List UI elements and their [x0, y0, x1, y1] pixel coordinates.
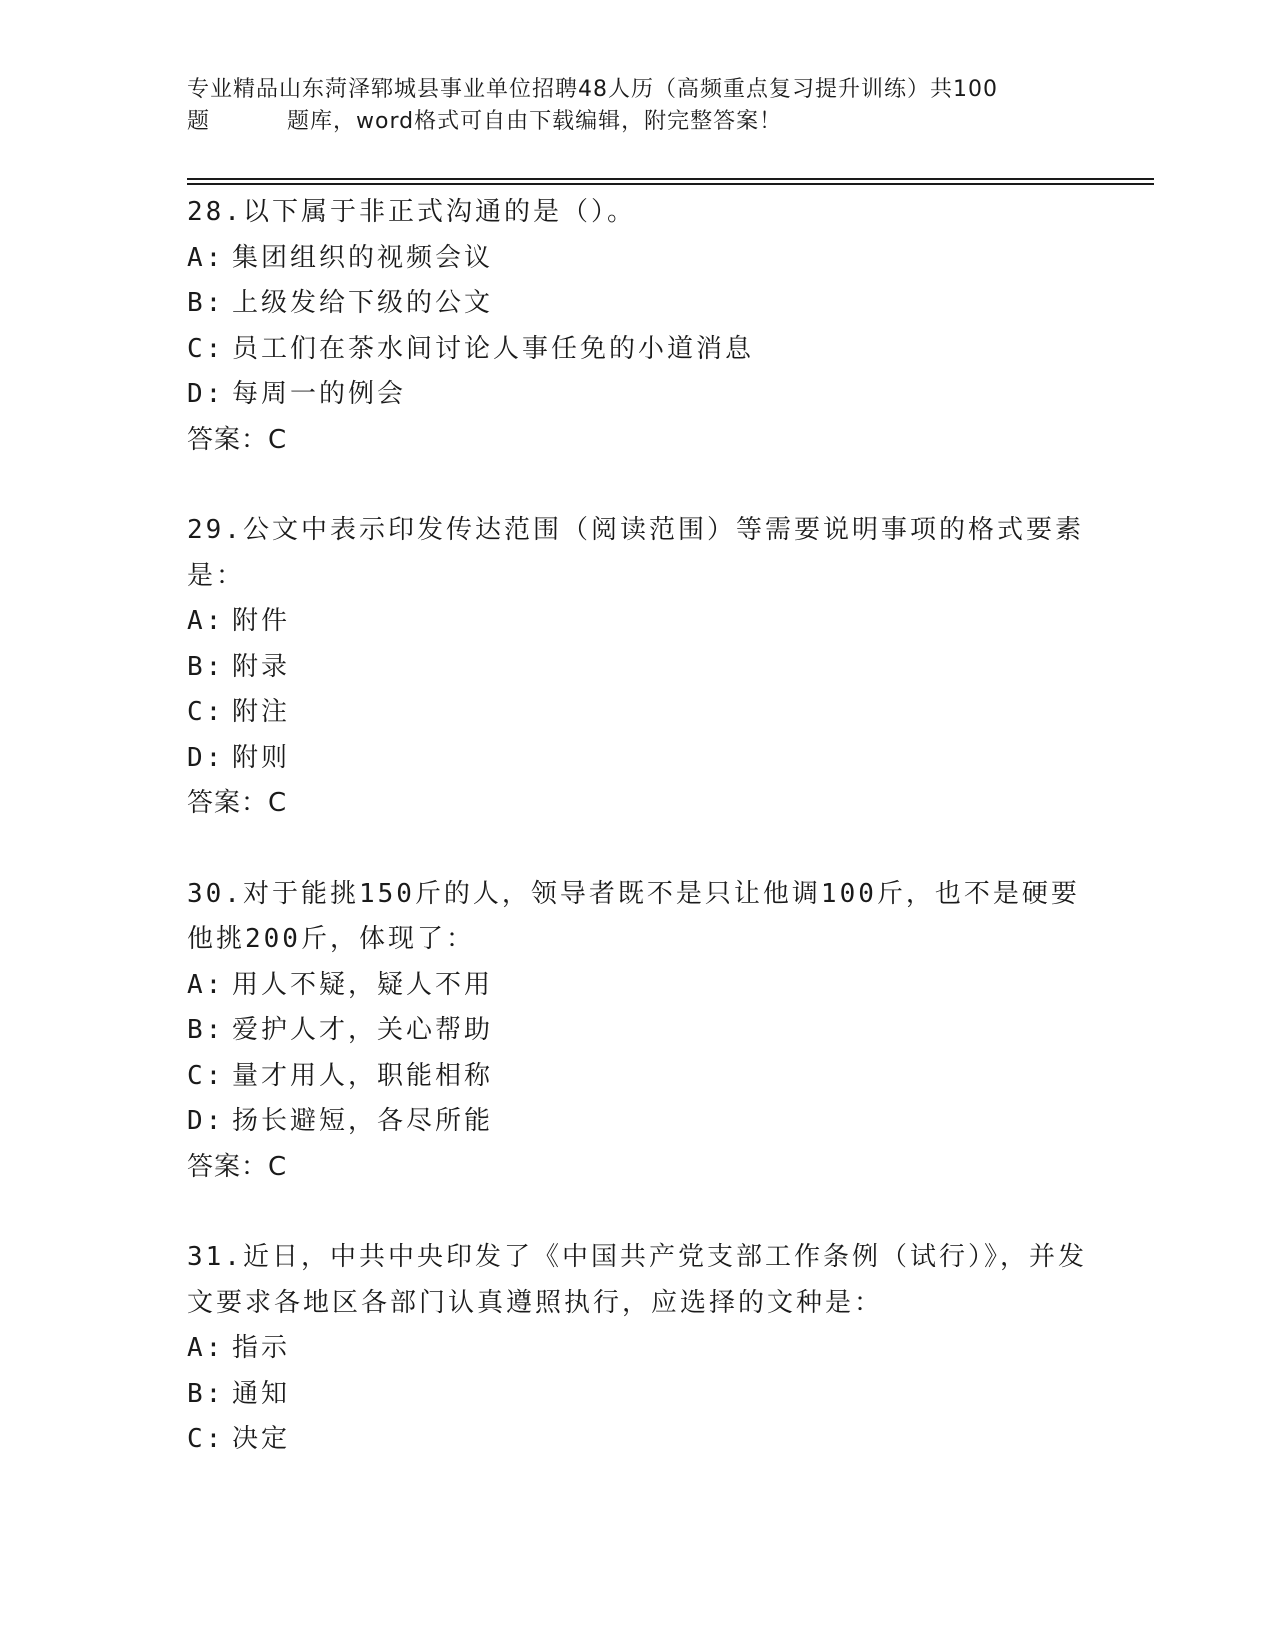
option-d [187, 372, 1087, 418]
option-letter: C: [187, 697, 225, 727]
option-d [187, 1099, 1087, 1145]
option-letter: C: [187, 333, 225, 364]
question-29 [187, 508, 1087, 827]
option-a [187, 963, 1087, 1009]
header-divider-top [187, 178, 1154, 180]
question-text [187, 508, 1087, 599]
header-line-2 [187, 106, 1087, 138]
option-letter: B: [187, 1015, 225, 1045]
question-stem-full [187, 872, 1087, 963]
option-b [187, 1372, 1087, 1418]
option-letter: A: [187, 606, 225, 636]
question-stem-full [187, 508, 1087, 599]
question-stem: 以下属于非正式沟通的是（）。 [242, 197, 636, 227]
header-line-2-prefix: 题 [187, 109, 211, 134]
question-text [187, 1235, 1087, 1326]
option-text: 上级发给下级的公文 [232, 288, 494, 318]
option-letter: D: [187, 742, 225, 773]
option-text: 每周一的例会 [232, 379, 407, 409]
option-text: 量才用人，职能相称 [232, 1060, 494, 1091]
option-b [187, 281, 1087, 327]
option-a [187, 599, 1087, 645]
question-stem: 对于能挑150斤的人，领导者既不是只让他调100斤，也不是硬要他挑200斤，体现了： [187, 878, 1080, 954]
option-c [187, 690, 1087, 736]
question-list [187, 190, 1087, 1508]
question-31 [187, 1235, 1087, 1463]
option-text: 集团组织的视频会议 [232, 242, 494, 273]
option-letter: A: [187, 242, 225, 273]
option-c [187, 1417, 1087, 1463]
option-letter: B: [187, 651, 225, 682]
option-d [187, 736, 1087, 782]
option-text: 通知 [232, 1378, 291, 1409]
option-text: 决定 [232, 1424, 291, 1454]
question-stem-full [187, 1235, 1087, 1326]
option-letter: A: [187, 969, 225, 1000]
question-28 [187, 190, 1087, 463]
answer-line: 答案：C [187, 1151, 288, 1182]
question-stem: 近日，中共中央印发了《中国共产党支部工作条例（试行）》，并发文要求各地区各部门认真遵照执行，应选择的文种是： [187, 1242, 1087, 1318]
option-letter: A: [187, 1333, 225, 1363]
question-number: 29. [187, 515, 243, 545]
option-text: 用人不疑，疑人不用 [232, 969, 494, 1000]
option-text: 附件 [232, 606, 291, 636]
option-text: 指示 [232, 1333, 291, 1363]
option-letter: C: [187, 1424, 225, 1454]
option-text: 爱护人才，关心帮助 [232, 1015, 494, 1045]
question-number: 31. [187, 1242, 243, 1272]
option-b [187, 1008, 1087, 1054]
question-text [187, 190, 1087, 236]
option-letter: C: [187, 1060, 225, 1091]
option-text: 附注 [232, 697, 291, 727]
option-letter: B: [187, 1378, 225, 1409]
answer-line: 答案：C [187, 424, 288, 455]
header-divider-bottom [187, 183, 1154, 185]
option-letter: D: [187, 1106, 225, 1136]
option-c [187, 1054, 1087, 1100]
question-number: 28. [187, 197, 243, 227]
option-c [187, 327, 1087, 373]
header-line-2-text: 题库，word格式可自由下载编辑，附完整答案！ [287, 109, 783, 134]
option-text: 附录 [232, 651, 291, 682]
option-text: 附则 [232, 742, 291, 773]
option-a [187, 1326, 1087, 1372]
answer-line: 答案：C [187, 788, 288, 818]
question-30 [187, 872, 1087, 1191]
option-b [187, 645, 1087, 691]
option-letter: D: [187, 379, 225, 409]
header-line-1: 专业精品山东菏泽郓城县事业单位招聘48人历（高频重点复习提升训练）共100 [187, 77, 998, 102]
question-text [187, 872, 1087, 963]
option-letter: B: [187, 288, 225, 318]
option-a [187, 236, 1087, 282]
question-stem: 公文中表示印发传达范围（阅读范围）等需要说明事项的格式要素是： [187, 515, 1084, 591]
option-text: 员工们在茶水间讨论人事任免的小道消息 [232, 333, 755, 364]
document-header [187, 74, 1087, 138]
option-text: 扬长避短，各尽所能 [232, 1106, 494, 1136]
question-number: 30. [187, 878, 243, 909]
